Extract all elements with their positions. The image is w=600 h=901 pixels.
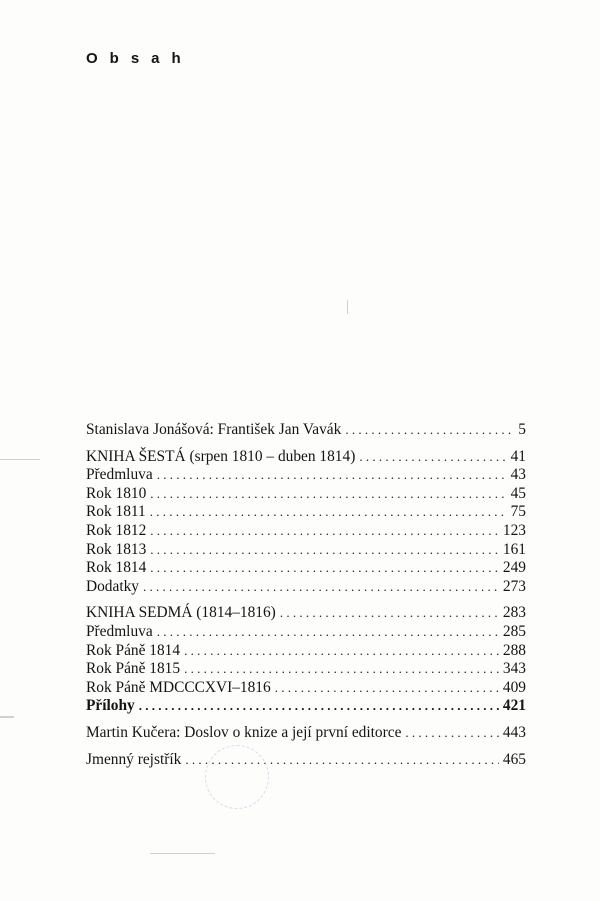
leader-dots [345, 421, 514, 440]
toc-group-book-six [86, 448, 526, 597]
toc-entry[interactable] [86, 724, 526, 743]
toc-entry-title: Rok 1813 [86, 540, 147, 558]
toc-entry-page: 409 [502, 678, 526, 696]
toc-entry-title: Rok Páně MDCCCXVI–1816 [86, 678, 271, 696]
toc-entry-title: Jmenný rejstřík [86, 750, 182, 768]
toc-entry[interactable] [86, 623, 526, 642]
toc-entry-page: 273 [502, 577, 526, 595]
toc-entry[interactable] [86, 522, 526, 541]
toc-entry-title: Rok 1810 [86, 484, 147, 502]
leader-dots [280, 604, 499, 623]
leader-dots [150, 485, 506, 504]
toc-entry-page: 285 [502, 622, 526, 640]
toc-entry-page: 288 [502, 641, 526, 659]
leader-dots [359, 448, 506, 467]
toc-entry-title: Rok 1811 [86, 503, 146, 521]
leader-dots [157, 623, 499, 642]
scan-artifact [0, 459, 40, 460]
toc-entry-page: 45 [510, 484, 526, 502]
toc-entry-title: Stanislava Jonášová: František Jan Vavák [86, 421, 342, 438]
toc-entry-page: 443 [502, 723, 526, 741]
toc-entry-title: KNIHA ŠESTÁ (srpen 1810 – duben 1814) [86, 447, 356, 465]
table-of-contents [86, 421, 526, 777]
toc-entry-page: 161 [502, 540, 526, 558]
toc-entry[interactable] [86, 604, 526, 623]
toc-entry-page: 75 [510, 503, 526, 521]
leader-dots [150, 503, 507, 522]
toc-entry-page: 249 [502, 559, 526, 577]
page-title: Obsah [86, 50, 193, 67]
scan-artifact [150, 853, 215, 854]
toc-entry[interactable] [86, 503, 526, 522]
toc-entry-page: 465 [502, 750, 526, 768]
scan-artifact [347, 300, 348, 314]
toc-entry[interactable] [86, 466, 526, 485]
leader-dots [150, 559, 499, 578]
leader-dots [150, 541, 499, 560]
toc-entry[interactable] [86, 660, 526, 679]
toc-entry-title: Předmluva [86, 622, 153, 640]
toc-entry[interactable] [86, 751, 526, 770]
toc-group-book-seven [86, 604, 526, 716]
leader-dots [275, 679, 499, 698]
toc-entry-title: Rok 1812 [86, 521, 147, 539]
toc-entry-page: 43 [510, 466, 526, 484]
toc-entry-page: 421 [502, 697, 526, 715]
toc-entry-title: Předmluva [86, 466, 153, 484]
toc-entry-title: Přílohy [86, 697, 135, 715]
toc-entry[interactable] [86, 448, 526, 467]
toc-group-afterword [86, 724, 526, 743]
toc-entry-page: 41 [510, 447, 526, 465]
toc-entry[interactable] [86, 697, 526, 716]
leader-dots [157, 466, 507, 485]
toc-entry-title: KNIHA SEDMÁ (1814–1816) [86, 604, 276, 622]
toc-entry-title: Rok Páně 1815 [86, 660, 181, 678]
toc-entry[interactable] [86, 642, 526, 661]
leader-dots [184, 642, 499, 661]
toc-entry[interactable] [86, 485, 526, 504]
toc-entry-page: 5 [518, 421, 526, 438]
toc-entry[interactable] [86, 421, 526, 440]
toc-entry[interactable] [86, 578, 526, 597]
leader-dots [143, 578, 499, 597]
toc-entry[interactable] [86, 541, 526, 560]
toc-entry[interactable] [86, 559, 526, 578]
toc-entry-page: 343 [502, 660, 526, 678]
scan-artifact [0, 716, 14, 718]
toc-entry-title: Rok Páně 1814 [86, 641, 181, 659]
toc-entry-page: 123 [502, 521, 526, 539]
leader-dots [139, 697, 499, 716]
toc-group-intro [86, 421, 526, 440]
leader-dots [150, 522, 499, 541]
toc-entry[interactable] [86, 679, 526, 698]
toc-entry-page: 283 [502, 604, 526, 622]
toc-entry-title: Martin Kučera: Doslov o knize a její první editorce [86, 723, 402, 741]
library-stamp [205, 745, 269, 809]
leader-dots [184, 660, 499, 679]
toc-group-index [86, 751, 526, 770]
toc-entry-title: Rok 1814 [86, 559, 147, 577]
leader-dots [405, 724, 499, 743]
toc-entry-title: Dodatky [86, 577, 140, 595]
